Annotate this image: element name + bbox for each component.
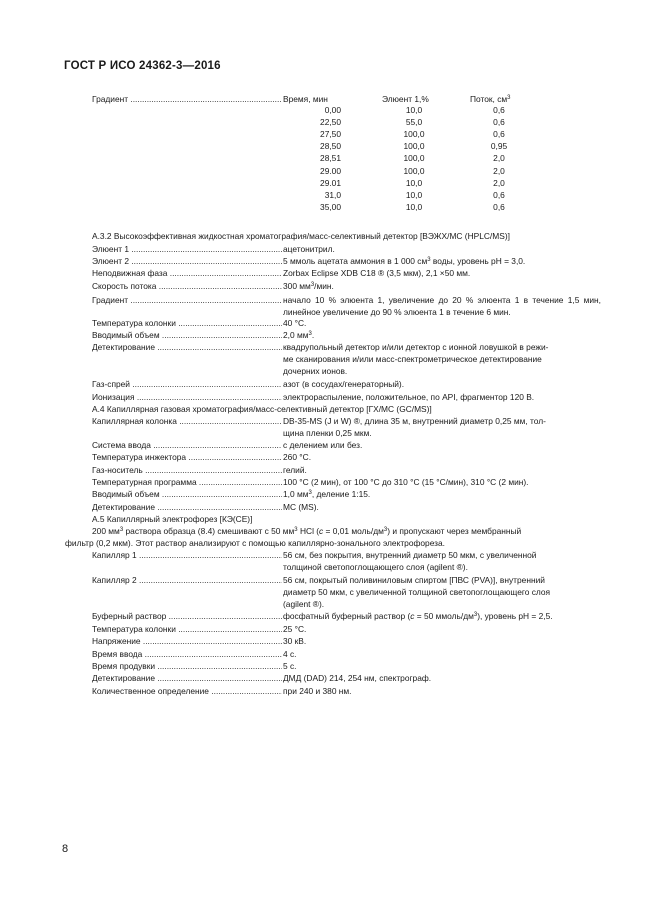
gradient-flow-cell: 2,0 [493, 165, 505, 176]
buf-sup: 3 [473, 612, 478, 618]
flow-rate-label: Скорость потока ..... [92, 281, 282, 292]
eluent1-label: Элюент 1 ..... [92, 244, 282, 255]
gradient-eluent-cell: 10,0 [405, 177, 423, 188]
gradient-time-cell: 22,50 [320, 117, 341, 128]
carrier-gas-label: Газ-носитель ..... [92, 465, 282, 476]
spray-gas-value: азот (в сосудах/генераторный). [283, 379, 405, 389]
gradient-time-cell: 28,50 [320, 141, 341, 152]
injection-time-label: Время ввода ..... [92, 649, 282, 660]
purge-time-label: Время продувки ..... [92, 661, 282, 672]
capillary1-label: Капилляр 1 ..... [92, 550, 282, 561]
injection-system-value: с делением или без. [283, 440, 363, 450]
flow-text-b: /мин. [314, 281, 334, 291]
buf-italic: с [410, 611, 415, 621]
gradient-eluent-cell: 100,0 [403, 129, 425, 140]
inj-sup: 3 [308, 331, 312, 337]
capillary-column-line-1: DB-35-MS (J и W) ®, длина 35 м, внутренний диаметр 0,25 мм, тол- [283, 416, 546, 426]
injection-time-value: 4 с. [283, 649, 297, 659]
col-header-flow-text: Поток, см [470, 94, 508, 104]
a5-paragraph-line-1 [92, 526, 521, 537]
gradient-time-cell: 31,0 [324, 189, 341, 200]
gradient-eluent-cell: 100,0 [403, 165, 425, 176]
gradient-eluent-cell: 10,0 [405, 105, 423, 115]
a32-gradient-value: начало 10 % элюента 1, увеличение до 20 % элюента 1 в течение 1,5 мин, линейное увеличение до 90 % элюента 1 в течение 6 мин. [283, 295, 601, 317]
a5-paragraph-line-2: фильтр (0,2 мкм). Этот раствор анализируют с помощью капиллярно-зонального электрофореза. [65, 538, 445, 548]
detection-line-2: ме сканирования и/или масс-спектрометрическое детектирование [283, 354, 542, 364]
ce-column-temp-value: 25 °C. [283, 624, 307, 634]
temp-program-value: 100 °C (2 мин), от 100 °C до 310 °C (15 °C/мин), 310 °C (2 мин). [283, 477, 529, 487]
gradient-flow-cell: 0,6 [493, 189, 505, 200]
gradient-time-cell: 0,00 [324, 105, 341, 115]
injection-system-label: Система ввода ..... [92, 440, 282, 451]
detection-label: Детектирование ..... [92, 342, 282, 353]
spray-gas-label: Газ-спрей ..... [92, 379, 282, 390]
gradient-eluent-cell: 10,0 [405, 201, 423, 212]
section-a4-heading: А.4 Капиллярная газовая хроматография/масс-селективный детектор [ГХ/МС (GC/MS)] [92, 404, 432, 414]
gradient-label: Градиент ..... [92, 94, 282, 105]
col-header-time: Время, мин [283, 94, 328, 104]
vol-text-b: , деление 1:15. [311, 489, 371, 499]
gradient-flow-cell: 0,6 [493, 129, 505, 140]
para-text-c: HCl ( [297, 526, 320, 536]
page-number: 8 [62, 843, 69, 855]
col-header-flow [470, 94, 511, 105]
gradient-flow-cell: 0,6 [493, 201, 505, 212]
voltage-label: Напряжение ..... [92, 636, 282, 647]
para-sup-1: 3 [119, 527, 124, 533]
injector-temp-label: Температура инжектора ..... [92, 452, 282, 463]
eluent2-value [283, 256, 601, 268]
buf-text-c: ), уровень pH = 2,5. [477, 611, 553, 621]
gc-injection-volume-value [283, 489, 601, 501]
para-text-d: = 0,01 моль/дм [323, 526, 384, 536]
gradient-time-cell: 28,51 [320, 153, 341, 164]
gradient-eluent-cell: 100,0 [403, 141, 425, 152]
inj-text-a: 2,0 мм [283, 330, 309, 340]
eluent1-value: ацетонитрил. [283, 244, 335, 254]
capillary2-line-2: диаметр 50 мкм, с увеличенной толщиной светопоглощающего слоя [283, 587, 551, 597]
capillary2-label: Капилляр 2 ..... [92, 575, 282, 586]
quantification-label: Количественное определение ..... [92, 686, 282, 697]
carrier-gas-value: гелий. [283, 465, 307, 475]
gradient-time-cell: 27,50 [320, 129, 341, 140]
para-text-b: раствора образца (8.4) смешивают с 50 мм [123, 526, 295, 536]
gradient-time-cell: 35,00 [320, 201, 341, 212]
ce-column-temp-label: Температура колонки ..... [92, 624, 282, 635]
capillary1-line-1: 56 см, без покрытия, внутренний диаметр 50 мкм, с увеличенной [283, 550, 537, 560]
section-a5-heading: А.5 Капиллярный электрофорез [КЭ(CE)] [92, 514, 253, 524]
gradient-eluent-cell: 10,0 [405, 189, 423, 200]
vol-sup: 3 [308, 490, 312, 496]
eluent2-label: Элюент 2 ..... [92, 256, 282, 267]
quantification-value: при 240 и 380 нм. [283, 686, 352, 696]
capillary-column-line-2: щина пленки 0,25 мкм. [283, 428, 372, 438]
flow-rate-value [283, 281, 601, 293]
buf-text-b: = 50 ммоль/дм [414, 611, 474, 621]
gradient-time-cell: 29.00 [320, 165, 341, 176]
gradient-flow-cell: 0,6 [493, 105, 505, 115]
eluent2-sup: 3 [427, 257, 431, 263]
document-header: ГОСТ Р ИСО 24362-3—2016 [64, 60, 221, 72]
ionization-value: электрораспыление, положительное, по API, фрагментор 120 В. [283, 392, 535, 402]
para-italic-c: с [319, 526, 324, 536]
para-text-e: ) и пропускают через мембранный [387, 526, 522, 536]
inj-text-b: . [311, 330, 315, 340]
temp-program-label: Температурная программа ..... [92, 477, 282, 488]
section-a32-heading: А.3.2 Высокоэффективная жидкостная хроматография/масс-селективный детектор [ВЭЖХ/МС (HPLC/MS)] [92, 231, 510, 241]
capillary1-line-2: толщиной светопоглощающего слоя (agilent ®). [283, 562, 468, 572]
gradient-time-cell: 29.01 [320, 177, 341, 188]
para-text-a: 200 мм [92, 526, 120, 536]
voltage-value: 30 кВ. [283, 636, 307, 646]
flow-text-a: 300 мм [283, 281, 311, 291]
a32-gradient-label: Градиент ..... [92, 295, 282, 306]
buffer-label: Буферный раствор ..... [92, 611, 282, 622]
ionization-label: Ионизация ..... [92, 392, 282, 403]
detection-line-1: квадрупольный детектор и/или детектор с ионной ловушкой в режи- [283, 342, 549, 352]
injector-temp-value: 260 °C. [283, 452, 312, 462]
injection-volume-value [283, 330, 601, 342]
purge-time-value: 5 с. [283, 661, 297, 671]
capillary2-line-1: 56 см, покрытый поливиниловым спиртом [ПВС (PVA)], внутренний [283, 575, 545, 585]
buf-text-a: фосфатный буферный раствор ( [283, 611, 411, 621]
para-sup-3: 3 [383, 527, 388, 533]
detection-line-3: дочерних ионов. [283, 366, 348, 376]
gradient-flow-cell: 0,95 [490, 141, 508, 152]
gradient-eluent-cell: 100,0 [403, 153, 425, 164]
gradient-flow-cell: 2,0 [493, 153, 505, 164]
column-temp-value: 40 °C. [283, 318, 307, 328]
capillary2-line-3: (agilent ®). [283, 599, 325, 609]
gradient-flow-cell: 2,0 [493, 177, 505, 188]
eluent2-text-b: воды, уровень pH = 3,0. [430, 256, 526, 266]
phase-value: Zorbax Eclipse XDB C18 ® (3,5 мкм), 2,1 ×50 мм. [283, 268, 471, 278]
col-header-eluent: Элюент 1,% [382, 94, 429, 104]
column-temp-label: Температура колонки ..... [92, 318, 282, 329]
vol-text-a: 1,0 мм [283, 489, 309, 499]
capillary-column-label: Капиллярная колонка ..... [92, 416, 282, 427]
gc-injection-volume-label: Вводимый объем ..... [92, 489, 282, 500]
phase-label: Неподвижная фаза ..... [92, 268, 282, 279]
eluent2-text-a: 5 ммоль ацетата аммония в 1 000 см [283, 256, 428, 266]
ce-detection-value: ДМД (DAD) 214, 254 нм, спектрограф. [283, 673, 432, 683]
injection-volume-label: Вводимый объем ..... [92, 330, 282, 341]
para-sup-2: 3 [294, 527, 298, 533]
gc-detection-value: МС (MS). [283, 502, 319, 512]
buffer-value [283, 611, 601, 623]
flow-sup: 3 [310, 282, 315, 288]
ce-detection-label: Детектирование ..... [92, 673, 282, 684]
gc-detection-label: Детектирование ..... [92, 502, 282, 513]
gradient-eluent-cell: 55,0 [405, 117, 423, 128]
gradient-flow-cell: 0,6 [493, 117, 505, 128]
col-header-flow-sup: 3 [507, 95, 511, 101]
